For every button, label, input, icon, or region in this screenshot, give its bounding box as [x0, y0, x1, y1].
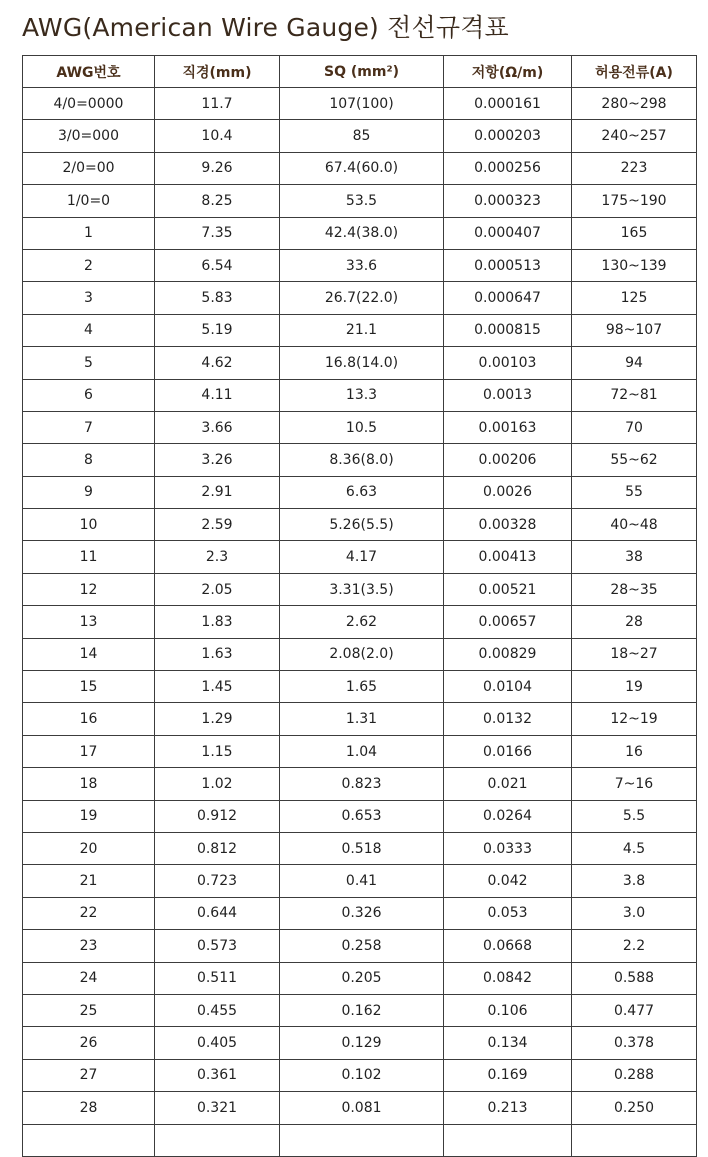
- cell-cross-section: 8.36(8.0): [280, 444, 444, 476]
- cell-cross-section: 16.8(14.0): [280, 347, 444, 379]
- cell-cross-section: 0.081: [280, 1092, 444, 1124]
- cell-ampacity: 0.250: [572, 1092, 697, 1124]
- cell-diameter: 0.644: [155, 897, 280, 929]
- cell-resistance: 0.00206: [444, 444, 572, 476]
- cell-resistance: 0.0026: [444, 476, 572, 508]
- cell-diameter: 0.321: [155, 1092, 280, 1124]
- cell-resistance: 0.0842: [444, 962, 572, 994]
- cell-diameter: 1.15: [155, 735, 280, 767]
- cell-diameter: 1.02: [155, 768, 280, 800]
- cell-diameter: 0.405: [155, 1027, 280, 1059]
- cell-cross-section: 5.26(5.5): [280, 509, 444, 541]
- cell-resistance: 0.134: [444, 1027, 572, 1059]
- cell-cross-section: 1.04: [280, 735, 444, 767]
- awg-table: [22, 55, 697, 1157]
- page-title: AWG(American Wire Gauge) 전선규격표: [22, 13, 509, 42]
- cell-cross-section: 6.63: [280, 476, 444, 508]
- table-header-row: [23, 56, 697, 88]
- header-awg-number: AWG번호: [23, 56, 155, 88]
- cell-ampacity: 125: [572, 282, 697, 314]
- table-body: [23, 88, 697, 1157]
- cell-ampacity: 40~48: [572, 509, 697, 541]
- cell-cross-section: 0.518: [280, 832, 444, 864]
- cell-awg-number: 11: [23, 541, 155, 573]
- table-row: [23, 347, 697, 379]
- cell-diameter: 2.05: [155, 573, 280, 605]
- cell-resistance: 0.0104: [444, 671, 572, 703]
- cell-resistance: 0.0166: [444, 735, 572, 767]
- table-row: [23, 800, 697, 832]
- cell-awg-number: 6: [23, 379, 155, 411]
- cell-awg-number: 12: [23, 573, 155, 605]
- cell-ampacity: 70: [572, 411, 697, 443]
- cell-diameter: 3.66: [155, 411, 280, 443]
- cell-resistance: 0.169: [444, 1059, 572, 1091]
- table-row: [23, 1059, 697, 1091]
- table-row: [23, 930, 697, 962]
- cell-resistance: 0.053: [444, 897, 572, 929]
- table-row: [23, 476, 697, 508]
- cell-resistance: 0.000161: [444, 88, 572, 120]
- cell-diameter: 0.455: [155, 994, 280, 1026]
- table-row: [23, 152, 697, 184]
- cell-diameter: 5.19: [155, 314, 280, 346]
- cell-cross-section: 0.129: [280, 1027, 444, 1059]
- cell-awg-number: 27: [23, 1059, 155, 1091]
- cell-resistance: 0.00413: [444, 541, 572, 573]
- cell-resistance: 0.00657: [444, 606, 572, 638]
- cell-resistance: 0.00163: [444, 411, 572, 443]
- cell-awg-number: 4: [23, 314, 155, 346]
- cell-awg-number: 22: [23, 897, 155, 929]
- cell-ampacity: 72~81: [572, 379, 697, 411]
- table-row: [23, 249, 697, 281]
- cell-ampacity: 16: [572, 735, 697, 767]
- cell-resistance: 0.213: [444, 1092, 572, 1124]
- table-cell-cut-off: [572, 1124, 697, 1156]
- cell-awg-number: 5: [23, 347, 155, 379]
- cell-resistance: 0.106: [444, 994, 572, 1026]
- cell-resistance: 0.000203: [444, 120, 572, 152]
- table-cell-cut-off: [155, 1124, 280, 1156]
- cell-cross-section: 67.4(60.0): [280, 152, 444, 184]
- table-row: [23, 120, 697, 152]
- table-row: [23, 671, 697, 703]
- cell-ampacity: 12~19: [572, 703, 697, 735]
- cell-resistance: 0.021: [444, 768, 572, 800]
- cell-awg-number: 15: [23, 671, 155, 703]
- cell-cross-section: 42.4(38.0): [280, 217, 444, 249]
- cell-diameter: 11.7: [155, 88, 280, 120]
- cell-ampacity: 55: [572, 476, 697, 508]
- cell-resistance: 0.000323: [444, 185, 572, 217]
- table-row: [23, 962, 697, 994]
- cell-diameter: 1.29: [155, 703, 280, 735]
- cell-diameter: 10.4: [155, 120, 280, 152]
- cell-cross-section: 0.41: [280, 865, 444, 897]
- table-row-cut-off: [23, 1124, 697, 1156]
- cell-awg-number: 20: [23, 832, 155, 864]
- cell-cross-section: 2.08(2.0): [280, 638, 444, 670]
- cell-cross-section: 0.258: [280, 930, 444, 962]
- header-cross-section: SQ (mm²): [280, 56, 444, 88]
- cell-awg-number: 8: [23, 444, 155, 476]
- cell-awg-number: 14: [23, 638, 155, 670]
- cell-ampacity: 175~190: [572, 185, 697, 217]
- table-row: [23, 897, 697, 929]
- cell-awg-number: 16: [23, 703, 155, 735]
- cell-ampacity: 223: [572, 152, 697, 184]
- table-row: [23, 1027, 697, 1059]
- cell-diameter: 5.83: [155, 282, 280, 314]
- cell-ampacity: 28: [572, 606, 697, 638]
- cell-ampacity: 18~27: [572, 638, 697, 670]
- cell-ampacity: 3.0: [572, 897, 697, 929]
- cell-cross-section: 21.1: [280, 314, 444, 346]
- cell-ampacity: 0.288: [572, 1059, 697, 1091]
- cell-diameter: 0.361: [155, 1059, 280, 1091]
- cell-awg-number: 4/0=0000: [23, 88, 155, 120]
- table-row: [23, 314, 697, 346]
- table-cell-cut-off: [444, 1124, 572, 1156]
- cell-awg-number: 3: [23, 282, 155, 314]
- cell-cross-section: 2.62: [280, 606, 444, 638]
- cell-diameter: 2.3: [155, 541, 280, 573]
- cell-awg-number: 28: [23, 1092, 155, 1124]
- cell-ampacity: 38: [572, 541, 697, 573]
- cell-resistance: 0.00103: [444, 347, 572, 379]
- cell-awg-number: 10: [23, 509, 155, 541]
- cell-resistance: 0.00328: [444, 509, 572, 541]
- cell-cross-section: 53.5: [280, 185, 444, 217]
- cell-diameter: 0.723: [155, 865, 280, 897]
- cell-diameter: 7.35: [155, 217, 280, 249]
- table-row: [23, 865, 697, 897]
- cell-ampacity: 2.2: [572, 930, 697, 962]
- cell-cross-section: 0.102: [280, 1059, 444, 1091]
- cell-awg-number: 1: [23, 217, 155, 249]
- cell-resistance: 0.0668: [444, 930, 572, 962]
- cell-cross-section: 0.205: [280, 962, 444, 994]
- cell-cross-section: 13.3: [280, 379, 444, 411]
- cell-diameter: 8.25: [155, 185, 280, 217]
- cell-diameter: 0.912: [155, 800, 280, 832]
- table-row: [23, 768, 697, 800]
- cell-diameter: 2.59: [155, 509, 280, 541]
- table-row: [23, 1092, 697, 1124]
- table-row: [23, 541, 697, 573]
- cell-awg-number: 7: [23, 411, 155, 443]
- table-row: [23, 735, 697, 767]
- table-row: [23, 185, 697, 217]
- cell-resistance: 0.0264: [444, 800, 572, 832]
- cell-ampacity: 5.5: [572, 800, 697, 832]
- cell-diameter: 4.62: [155, 347, 280, 379]
- cell-cross-section: 1.31: [280, 703, 444, 735]
- cell-ampacity: 94: [572, 347, 697, 379]
- table-row: [23, 379, 697, 411]
- cell-resistance: 0.00829: [444, 638, 572, 670]
- cell-ampacity: 7~16: [572, 768, 697, 800]
- cell-ampacity: 0.477: [572, 994, 697, 1026]
- cell-awg-number: 25: [23, 994, 155, 1026]
- cell-awg-number: 18: [23, 768, 155, 800]
- cell-awg-number: 9: [23, 476, 155, 508]
- cell-resistance: 0.00521: [444, 573, 572, 605]
- cell-diameter: 4.11: [155, 379, 280, 411]
- cell-resistance: 0.0333: [444, 832, 572, 864]
- cell-awg-number: 21: [23, 865, 155, 897]
- cell-ampacity: 0.588: [572, 962, 697, 994]
- cell-cross-section: 3.31(3.5): [280, 573, 444, 605]
- cell-awg-number: 2/0=00: [23, 152, 155, 184]
- cell-awg-number: 17: [23, 735, 155, 767]
- cell-diameter: 1.83: [155, 606, 280, 638]
- table-row: [23, 832, 697, 864]
- table-row: [23, 994, 697, 1026]
- cell-ampacity: 280~298: [572, 88, 697, 120]
- cell-ampacity: 28~35: [572, 573, 697, 605]
- cell-cross-section: 0.326: [280, 897, 444, 929]
- cell-awg-number: 26: [23, 1027, 155, 1059]
- table-row: [23, 411, 697, 443]
- cell-diameter: 2.91: [155, 476, 280, 508]
- cell-resistance: 0.000513: [444, 249, 572, 281]
- table-row: [23, 638, 697, 670]
- cell-diameter: 0.812: [155, 832, 280, 864]
- cell-cross-section: 0.823: [280, 768, 444, 800]
- cell-awg-number: 23: [23, 930, 155, 962]
- cell-ampacity: 130~139: [572, 249, 697, 281]
- cell-cross-section: 85: [280, 120, 444, 152]
- cell-cross-section: 1.65: [280, 671, 444, 703]
- header-diameter: 직경(mm): [155, 56, 280, 88]
- table-row: [23, 606, 697, 638]
- cell-ampacity: 0.378: [572, 1027, 697, 1059]
- table-row: [23, 703, 697, 735]
- cell-awg-number: 19: [23, 800, 155, 832]
- cell-resistance: 0.0013: [444, 379, 572, 411]
- cell-ampacity: 98~107: [572, 314, 697, 346]
- cell-awg-number: 2: [23, 249, 155, 281]
- cell-ampacity: 165: [572, 217, 697, 249]
- table-row: [23, 509, 697, 541]
- cell-resistance: 0.000256: [444, 152, 572, 184]
- table-cell-cut-off: [23, 1124, 155, 1156]
- cell-cross-section: 4.17: [280, 541, 444, 573]
- cell-diameter: 0.511: [155, 962, 280, 994]
- table-row: [23, 573, 697, 605]
- cell-diameter: 6.54: [155, 249, 280, 281]
- cell-diameter: 9.26: [155, 152, 280, 184]
- cell-ampacity: 55~62: [572, 444, 697, 476]
- cell-resistance: 0.0132: [444, 703, 572, 735]
- table-row: [23, 217, 697, 249]
- cell-cross-section: 0.162: [280, 994, 444, 1026]
- cell-cross-section: 107(100): [280, 88, 444, 120]
- table-row: [23, 444, 697, 476]
- cell-ampacity: 19: [572, 671, 697, 703]
- cell-diameter: 1.45: [155, 671, 280, 703]
- cell-resistance: 0.000647: [444, 282, 572, 314]
- table-cell-cut-off: [280, 1124, 444, 1156]
- header-resistance: 저항(Ω/m): [444, 56, 572, 88]
- cell-awg-number: 13: [23, 606, 155, 638]
- header-ampacity: 허용전류(A): [572, 56, 697, 88]
- cell-diameter: 1.63: [155, 638, 280, 670]
- cell-diameter: 0.573: [155, 930, 280, 962]
- cell-cross-section: 0.653: [280, 800, 444, 832]
- cell-awg-number: 1/0=0: [23, 185, 155, 217]
- cell-cross-section: 33.6: [280, 249, 444, 281]
- table-row: [23, 282, 697, 314]
- cell-diameter: 3.26: [155, 444, 280, 476]
- cell-ampacity: 240~257: [572, 120, 697, 152]
- cell-cross-section: 26.7(22.0): [280, 282, 444, 314]
- cell-resistance: 0.000815: [444, 314, 572, 346]
- table-row: [23, 88, 697, 120]
- cell-awg-number: 24: [23, 962, 155, 994]
- cell-resistance: 0.000407: [444, 217, 572, 249]
- cell-ampacity: 4.5: [572, 832, 697, 864]
- cell-awg-number: 3/0=000: [23, 120, 155, 152]
- cell-cross-section: 10.5: [280, 411, 444, 443]
- cell-resistance: 0.042: [444, 865, 572, 897]
- cell-ampacity: 3.8: [572, 865, 697, 897]
